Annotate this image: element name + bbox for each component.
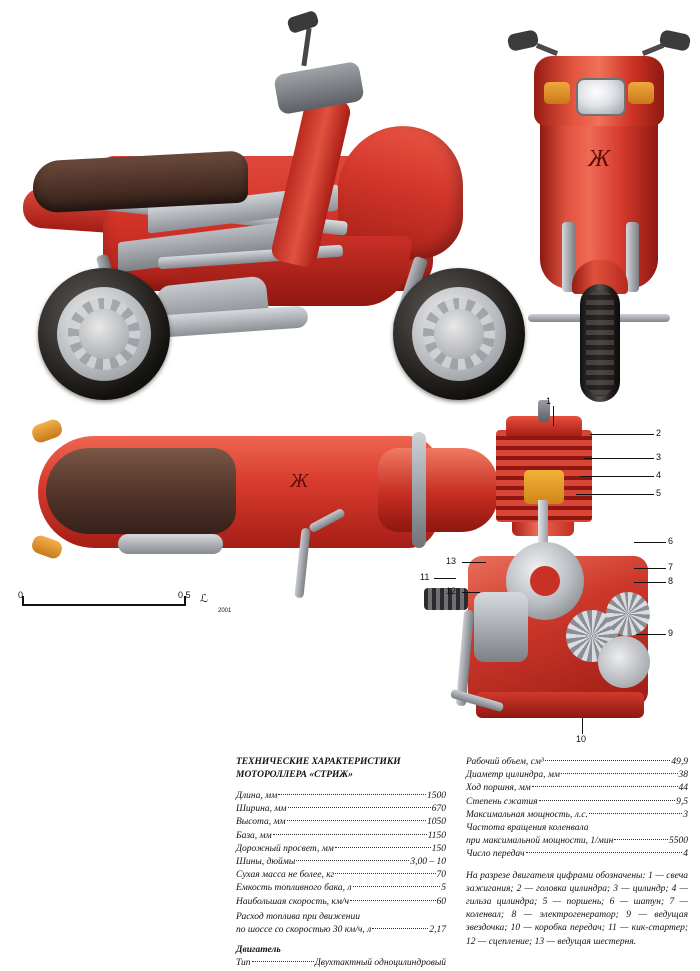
- spec-value: 4: [683, 849, 688, 860]
- top-seat: [46, 448, 236, 534]
- fuel-consumption-heading: Расход топлива при движении: [236, 911, 360, 922]
- spec-label: Степень сжатия: [466, 796, 538, 807]
- spec-label: Высота, мм: [236, 817, 286, 828]
- spec-label: Шины, дюймы: [236, 857, 296, 868]
- spec-row: [466, 835, 688, 848]
- callout-2: 2: [656, 428, 662, 438]
- spec-title-line2: МОТОРОЛЛЕРА «СТРИЖ»: [236, 769, 353, 780]
- engine-section-heading: Двигатель: [236, 945, 281, 956]
- engine-cutaway: [420, 396, 692, 746]
- leader-5: [576, 494, 654, 495]
- spec-row: [236, 816, 446, 829]
- spec-row: [466, 809, 688, 822]
- dot-leader: [561, 773, 678, 774]
- spec-row: [236, 830, 446, 843]
- leader-9: [636, 634, 666, 635]
- spec-label: Тип: [236, 958, 251, 969]
- engine-legend-text: На разрезе двигателя цифрами обозначены: 1 — свеча зажигания; 2 — головка цилиндра; 3 — цилиндр; 4 — гильза цилиндра; 5 — поршень; 6 — шатун; 7 — коленвал; 8 — электрогенератор; 9 — ведущая звездочка; 10 — коробка передач; 11 — кик-стартер; 12 — сцепление; 13 — ведущая шестерня.: [466, 870, 688, 947]
- leader-7: [634, 568, 666, 569]
- dot-leader: [589, 813, 682, 814]
- dot-leader: [287, 820, 426, 821]
- callout-13: 13: [446, 556, 457, 566]
- spec-value: 670: [431, 804, 446, 815]
- front-hub: [434, 309, 484, 359]
- scale-label-start: 0: [18, 590, 24, 600]
- front-indicator-left: [544, 82, 570, 104]
- spec-value: 150: [431, 843, 446, 854]
- spec-label: Длина, мм: [236, 791, 278, 801]
- side-handlebar: [273, 61, 365, 115]
- callout-6: 6: [668, 536, 674, 546]
- leader-10: [582, 718, 583, 734]
- spec-row: [466, 796, 688, 809]
- spec-value: 3,00 – 10: [410, 857, 446, 868]
- artist-year: 2001: [218, 608, 232, 614]
- spec-row: [466, 848, 688, 861]
- specifications: [0, 752, 700, 969]
- callout-5: 5: [656, 488, 662, 498]
- dot-leader: [296, 860, 409, 861]
- spec-row: [236, 843, 446, 856]
- front-mirror-stem-left: [536, 43, 558, 56]
- spec-value: 1150: [427, 830, 446, 841]
- spec-label: Емкость топливного бака, л: [236, 883, 352, 894]
- spec-label: Ход поршня, мм: [466, 783, 531, 794]
- side-mirror-stem: [301, 28, 311, 66]
- leader-8: [634, 582, 666, 583]
- dot-leader: [526, 852, 683, 853]
- spec-value: 60: [436, 896, 446, 907]
- front-tire-tread: [586, 290, 614, 396]
- scale-label-mid: 0,5: [178, 590, 191, 600]
- scooter-front-view: [500, 14, 696, 404]
- spec-row: [236, 924, 446, 937]
- spec-label: Сухая масса не более, кг: [236, 870, 335, 881]
- spec-row: [236, 856, 446, 869]
- callout-3: 3: [656, 452, 662, 462]
- dot-leader: [614, 839, 668, 840]
- spec-value: 1050: [427, 817, 446, 828]
- leader-11: [434, 578, 456, 579]
- spec-value: 49,9: [671, 757, 688, 767]
- dot-leader: [273, 834, 427, 835]
- dot-leader: [252, 961, 314, 962]
- callout-4: 4: [656, 470, 662, 480]
- engine-drive-sprocket: [606, 592, 650, 636]
- dot-leader: [278, 794, 426, 795]
- front-indicator-right: [628, 82, 654, 104]
- leader-3: [584, 458, 654, 459]
- spec-row: [466, 756, 688, 769]
- artist-signature-icon: ℒ: [200, 593, 208, 605]
- spec-label: Диаметр цилиндра, мм: [466, 770, 560, 781]
- scale-bar: [18, 590, 248, 620]
- spec-label: База, мм: [236, 830, 272, 841]
- spec-value: Двухтактный одноцилиндровый: [314, 958, 446, 969]
- engine-piston: [524, 470, 564, 504]
- spec-row: [466, 782, 688, 795]
- top-mirror-right-icon: [30, 533, 64, 560]
- dot-leader: [532, 786, 678, 787]
- dot-leader: [335, 873, 435, 874]
- spec-row: [236, 790, 446, 803]
- spec-title-line1: ТЕХНИЧЕСКИЕ ХАРАКТЕРИСТИКИ: [236, 757, 401, 767]
- callout-1: 1: [546, 396, 552, 406]
- dot-leader: [539, 800, 676, 801]
- dot-leader: [350, 900, 435, 901]
- spec-label: Рабочий объем, см³: [466, 757, 544, 767]
- leader-6: [634, 542, 666, 543]
- side-mirror-icon: [286, 10, 319, 34]
- leader-12: [462, 592, 480, 593]
- spec-value: 2,17: [429, 925, 446, 936]
- top-exhaust-pipe: [118, 534, 223, 554]
- callout-12: 12: [446, 586, 457, 596]
- spec-title: [236, 756, 446, 781]
- scale-line: [22, 604, 184, 606]
- spec-value: 3: [683, 809, 688, 820]
- spec-row: [236, 896, 446, 909]
- spec-value: 5: [441, 883, 446, 894]
- top-mirror-left-icon: [30, 417, 64, 444]
- engine-generator: [474, 592, 528, 662]
- spec-row: [236, 869, 446, 882]
- spec-label: Частота вращения коленвала: [466, 823, 589, 834]
- spec-label: Число передач: [466, 849, 525, 860]
- spec-column-left: [236, 756, 446, 971]
- spec-label: Дорожный просвет, мм: [236, 843, 334, 854]
- front-headlight: [576, 78, 626, 116]
- front-mirror-right-icon: [659, 29, 692, 52]
- spec-label: Ширина, мм: [236, 804, 287, 815]
- front-emblem-icon: Ж: [588, 146, 610, 172]
- spec-value: 70: [436, 870, 446, 881]
- dot-leader: [545, 760, 671, 761]
- dot-leader: [372, 928, 428, 929]
- spec-row: [236, 957, 446, 970]
- spec-row: [236, 803, 446, 816]
- top-emblem-icon: Ж: [290, 470, 309, 492]
- leader-2: [590, 434, 654, 435]
- front-mirror-left-icon: [507, 29, 540, 52]
- callout-9: 9: [668, 628, 674, 638]
- leader-13: [462, 562, 486, 563]
- dot-leader: [335, 847, 431, 848]
- spec-row: [466, 769, 688, 782]
- spec-row: [236, 882, 446, 895]
- leader-1: [553, 406, 554, 426]
- dot-leader: [353, 886, 441, 887]
- spec-label: при максимальной мощности, 1/мин: [466, 836, 614, 847]
- spec-value: 5500: [669, 836, 688, 847]
- engine-crank-web: [530, 566, 560, 596]
- front-fork-right: [626, 222, 639, 292]
- spec-value: 9,5: [676, 796, 688, 807]
- callout-11: 11: [420, 572, 430, 582]
- callout-8: 8: [668, 576, 674, 586]
- spec-label: Наибольшая скорость, км/ч: [236, 896, 350, 907]
- scooter-side-view: [8, 6, 528, 401]
- side-rear-wheel: [38, 268, 170, 400]
- spec-label: Максимальная мощность, л.с.: [466, 809, 588, 820]
- callout-7: 7: [668, 562, 674, 572]
- callout-10: 10: [576, 734, 587, 744]
- leader-4: [580, 476, 654, 477]
- spec-value: 44: [678, 783, 688, 794]
- spec-column-right: [466, 756, 688, 949]
- spec-value: 38: [678, 770, 688, 781]
- spec-value: 1500: [427, 791, 446, 801]
- spec-label: по шоссе со скоростью 30 км/ч, л: [236, 925, 372, 936]
- rear-hub: [79, 309, 129, 359]
- dot-leader: [288, 807, 431, 808]
- engine-clutch: [598, 636, 650, 688]
